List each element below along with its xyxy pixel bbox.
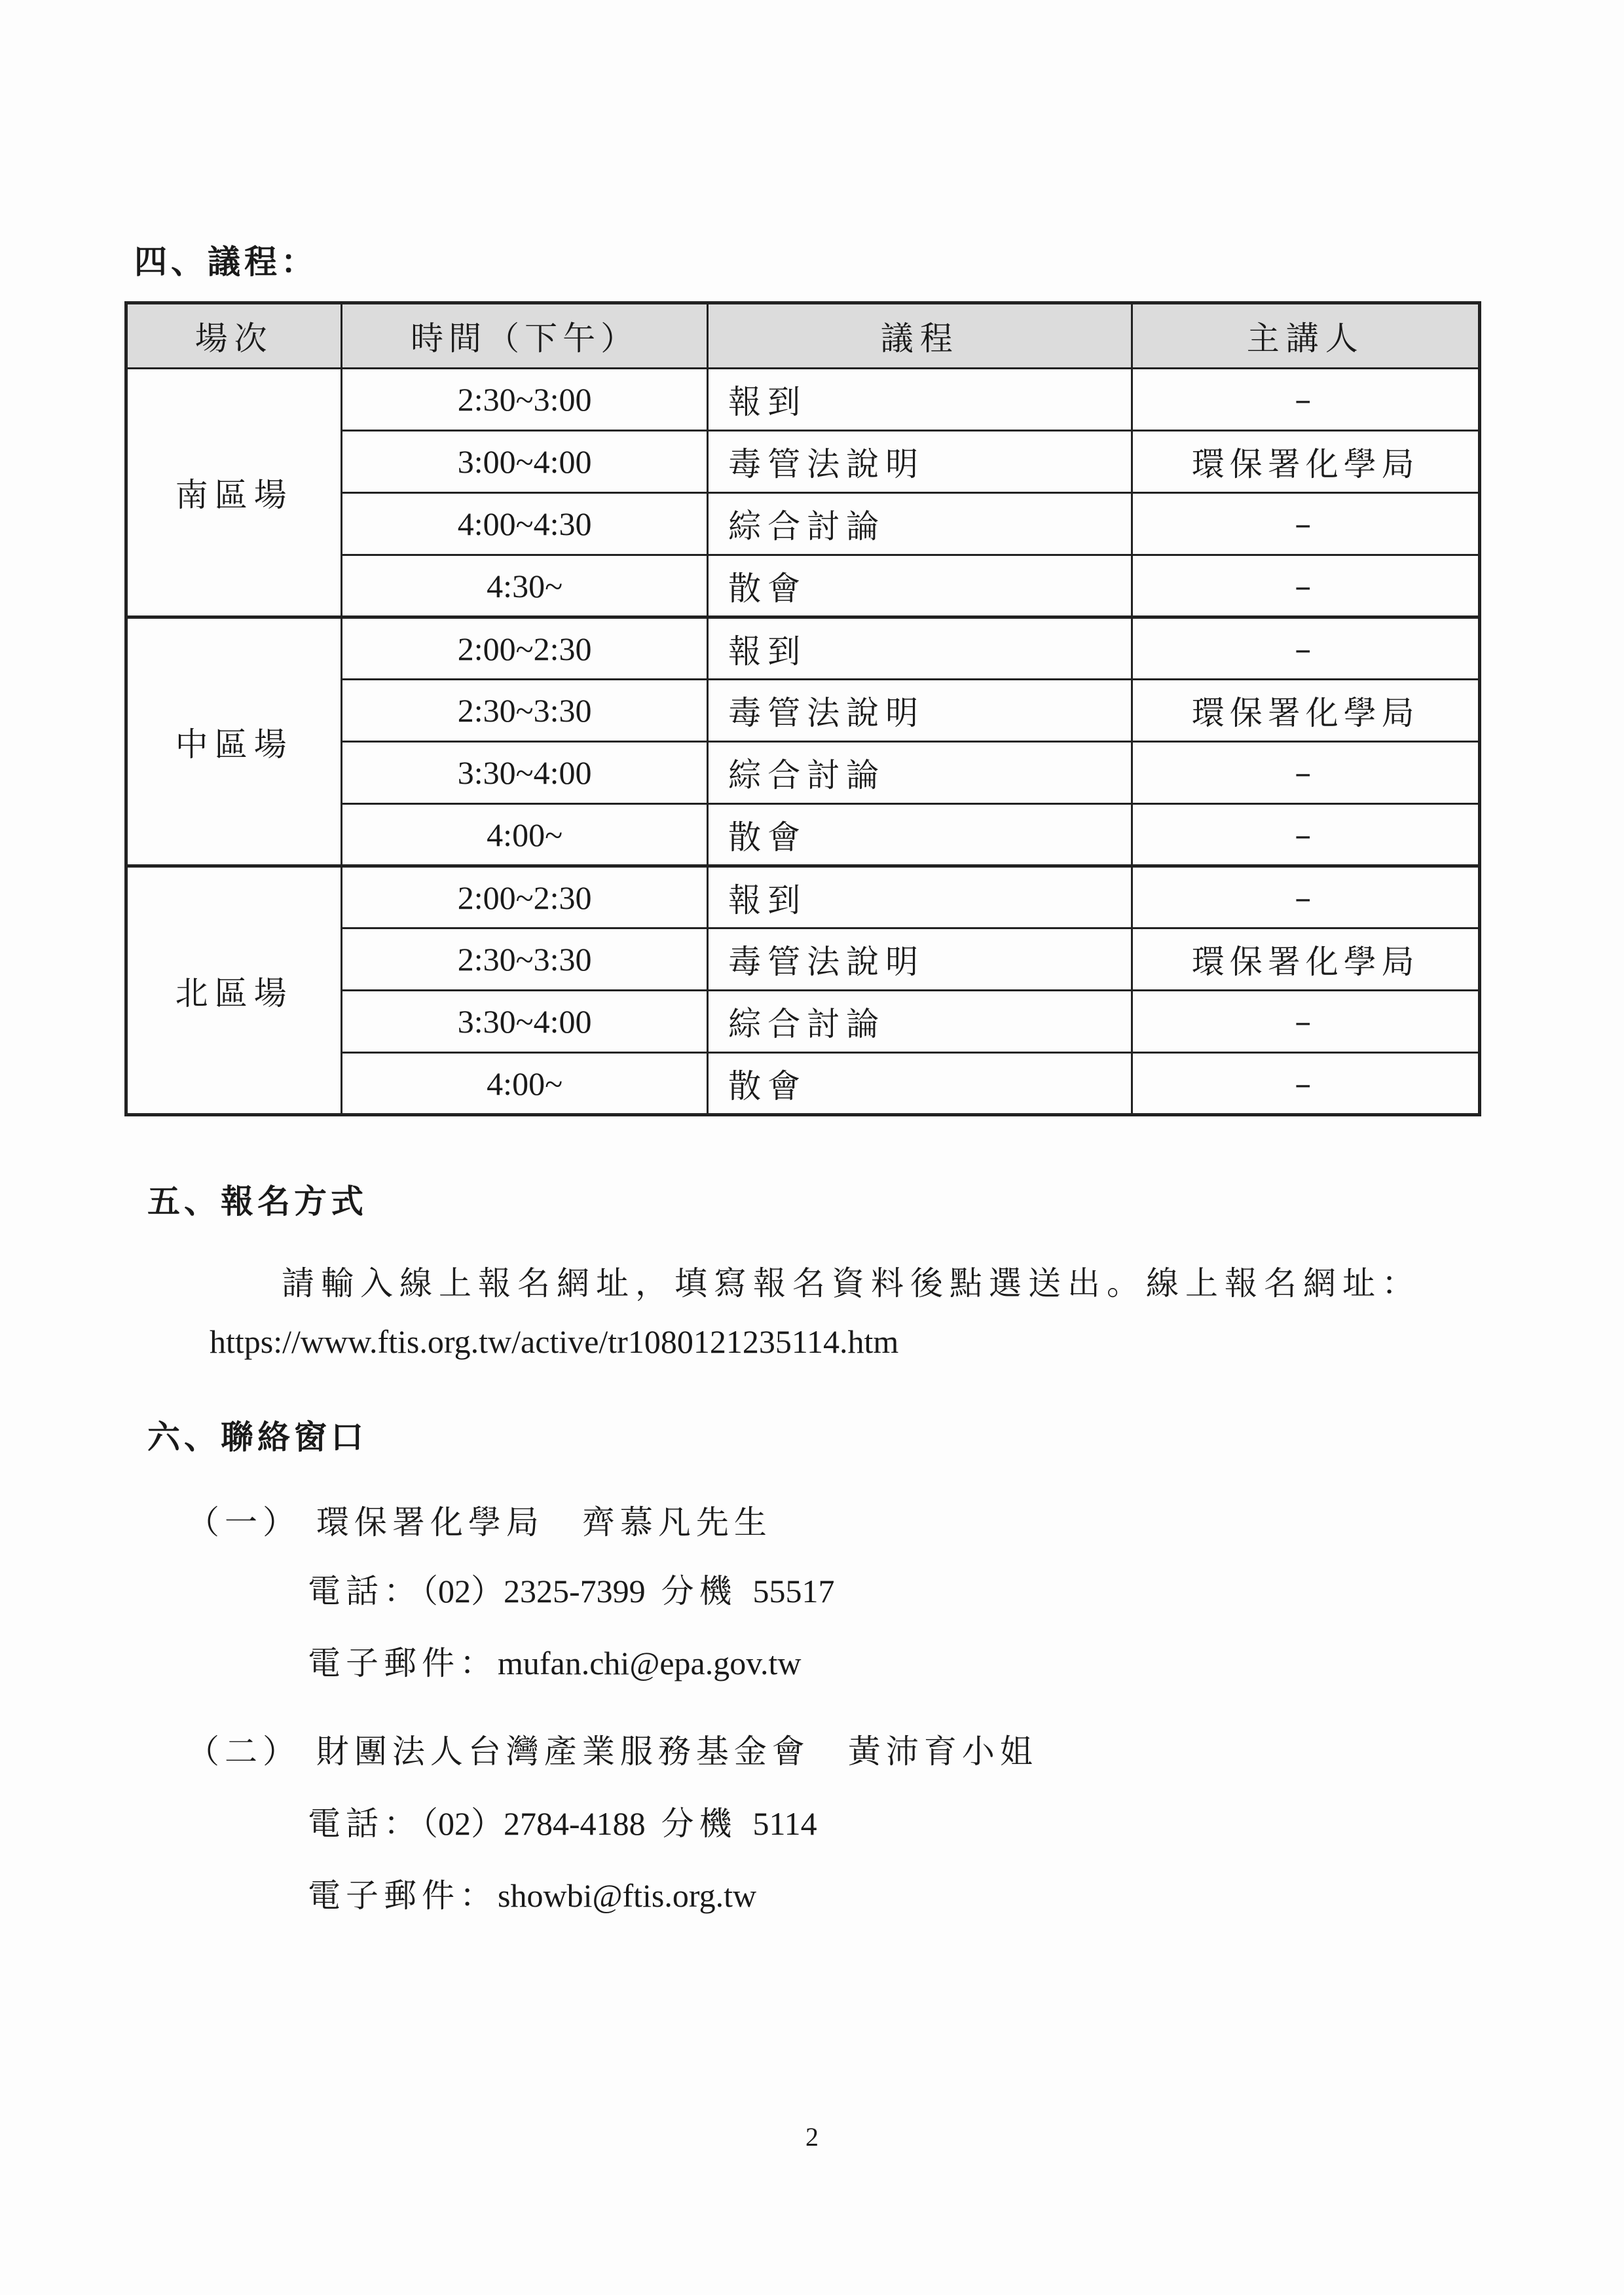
time-cell: 2:00~2:30 [342,617,708,680]
speaker-cell: – [1132,991,1480,1053]
time-cell: 3:30~4:00 [342,742,708,804]
contact-1-org [187,1496,772,1543]
speaker-cell: – [1132,493,1480,555]
contact-1-phone: （02）2325-7399 [422,1573,646,1609]
contact-1-phone-line [308,1565,834,1612]
contact-2-ext: 5114 [752,1805,817,1842]
speaker-cell: – [1132,804,1480,866]
agenda-cell: 散會 [708,1053,1132,1115]
time-cell: 2:30~3:30 [342,928,708,991]
time-cell: 2:00~2:30 [342,866,708,928]
header-agenda: 議程 [708,303,1132,369]
speaker-cell: – [1132,555,1480,617]
registration-instructions: 請輸入線上報名網址，填寫報名資料後點選送出。線上報名網址： [282,1264,1421,1302]
agenda-cell: 報到 [708,866,1132,928]
agenda-cell: 散會 [708,555,1132,617]
page-number: 2 [805,2122,819,2152]
contact-2-phone-line [308,1797,817,1845]
section-6-heading: 六、聯絡窗口 [147,1418,367,1456]
session-name-south: 南區場 [126,369,342,617]
header-session: 場次 [126,303,342,369]
agenda-cell: 綜合討論 [708,991,1132,1053]
contact-2-phone-label: 電話： [308,1805,422,1843]
agenda-cell: 報到 [708,617,1132,680]
session-name-central: 中區場 [126,617,342,866]
contact-1-phone-label: 電話： [308,1572,422,1610]
contact-2-org-name: 財團法人台灣產業服務基金會 黃沛育小姐 [316,1733,1038,1771]
contact-2-email-line [308,1869,756,1917]
agenda-cell: 毒管法說明 [708,431,1132,493]
time-cell: 3:30~4:00 [342,991,708,1053]
speaker-cell: – [1132,866,1480,928]
session-name-north: 北區場 [126,866,342,1115]
registration-url[interactable]: https://www.ftis.org.tw/active/tr1080121235114.htm [210,1323,899,1360]
speaker-cell: 環保署化學局 [1132,680,1480,742]
speaker-cell: – [1132,1053,1480,1115]
contact-1-index: （一） [187,1503,301,1541]
time-cell: 2:30~3:00 [342,369,708,431]
time-cell: 3:00~4:00 [342,431,708,493]
header-time: 時間（下午） [342,303,708,369]
contact-2-index: （二） [187,1733,301,1771]
contact-1-org-name: 環保署化學局 齊慕凡先生 [316,1503,772,1541]
time-cell: 4:00~ [342,804,708,866]
contact-2-ext-label: 分機 [661,1805,737,1843]
time-cell: 4:00~4:30 [342,493,708,555]
contact-2-email-label: 電子郵件： [308,1877,498,1915]
table-row [126,617,1480,680]
time-cell: 4:30~ [342,555,708,617]
time-cell: 2:30~3:30 [342,680,708,742]
agenda-cell: 綜合討論 [708,742,1132,804]
agenda-cell: 毒管法說明 [708,680,1132,742]
speaker-cell: 環保署化學局 [1132,928,1480,991]
section-4-heading: 四、議程： [134,242,318,281]
table-header-row [126,303,1480,369]
time-cell: 4:00~ [342,1053,708,1115]
contact-2-email[interactable]: showbi@ftis.org.tw [498,1877,757,1914]
speaker-cell: – [1132,742,1480,804]
agenda-table [124,301,1481,1116]
agenda-cell: 毒管法說明 [708,928,1132,991]
agenda-cell: 報到 [708,369,1132,431]
contact-1-email-line [308,1637,802,1684]
section-5-heading: 五、報名方式 [147,1182,367,1221]
contact-1-ext: 55517 [752,1573,835,1609]
contact-1-ext-label: 分機 [661,1572,737,1610]
agenda-cell: 散會 [708,804,1132,866]
table-row [126,369,1480,431]
agenda-cell: 綜合討論 [708,493,1132,555]
contact-1-email[interactable]: mufan.chi@epa.gov.tw [498,1645,802,1681]
table-row [126,866,1480,928]
header-speaker: 主講人 [1132,303,1480,369]
contact-2-org [187,1725,1038,1772]
contact-1-email-label: 電子郵件： [308,1644,498,1682]
speaker-cell: 環保署化學局 [1132,431,1480,493]
speaker-cell: – [1132,369,1480,431]
contact-2-phone: （02）2784-4188 [422,1805,646,1842]
speaker-cell: – [1132,617,1480,680]
